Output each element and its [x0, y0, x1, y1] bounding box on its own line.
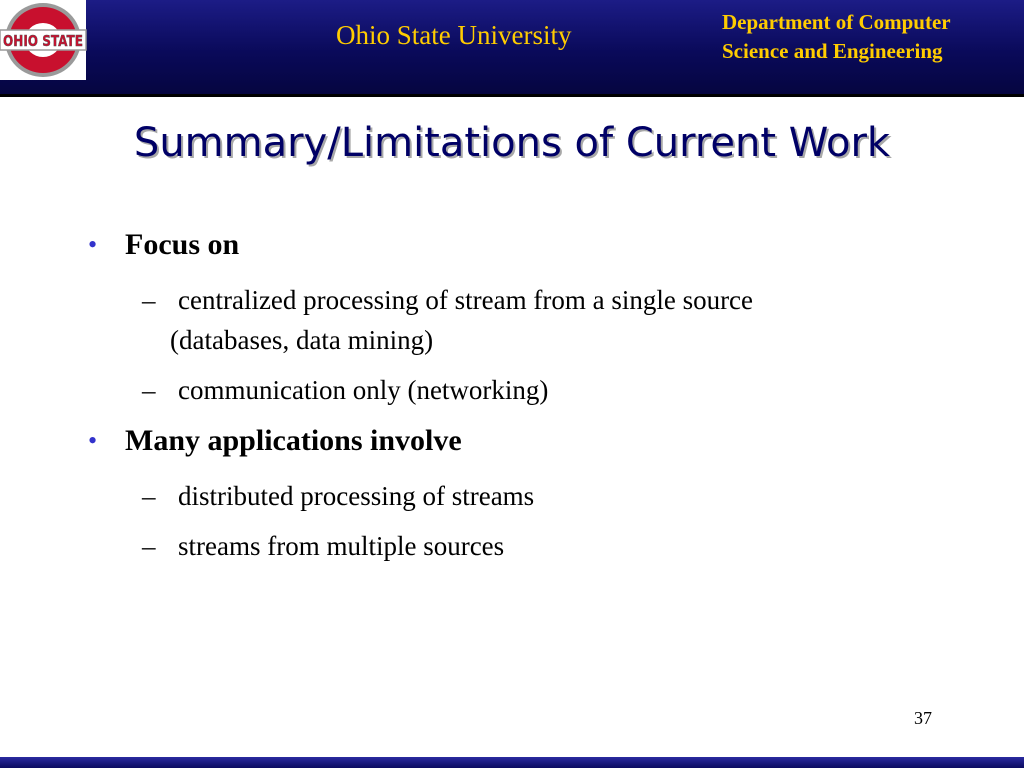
- sub-dash: –: [142, 285, 156, 315]
- department-line-1: Department of Computer: [722, 10, 951, 34]
- sub-text: centralized processing of stream from a single source: [178, 285, 754, 315]
- logo-wordmark: OHIO STATE: [3, 32, 83, 50]
- department-line-2: Science and Engineering: [722, 39, 943, 63]
- slide-title: Summary/Limitations of Current Work: [133, 120, 891, 166]
- sub-text: streams from multiple sources: [178, 531, 505, 561]
- sub-text: distributed processing of streams: [178, 481, 535, 511]
- department-name: [722, 8, 1022, 66]
- footer-bar: [0, 757, 1024, 768]
- university-name: Ohio State University: [336, 20, 572, 50]
- page-number: 37: [914, 708, 932, 728]
- sub-dash: –: [142, 481, 156, 511]
- block-o-icon: [0, 0, 86, 80]
- sub-text: communication only (networking): [178, 375, 549, 405]
- header-divider: [0, 94, 1024, 97]
- bullet-dot: •: [88, 230, 98, 259]
- ohio-state-logo: [0, 0, 86, 80]
- bullet-text: Many applications involve: [125, 424, 462, 457]
- bullet-text: Focus on: [125, 228, 240, 261]
- bullet-dot: •: [88, 426, 98, 455]
- sub-dash: –: [142, 375, 156, 405]
- sub-text-continuation: (databases, data mining): [170, 325, 434, 355]
- sub-dash: –: [142, 531, 156, 561]
